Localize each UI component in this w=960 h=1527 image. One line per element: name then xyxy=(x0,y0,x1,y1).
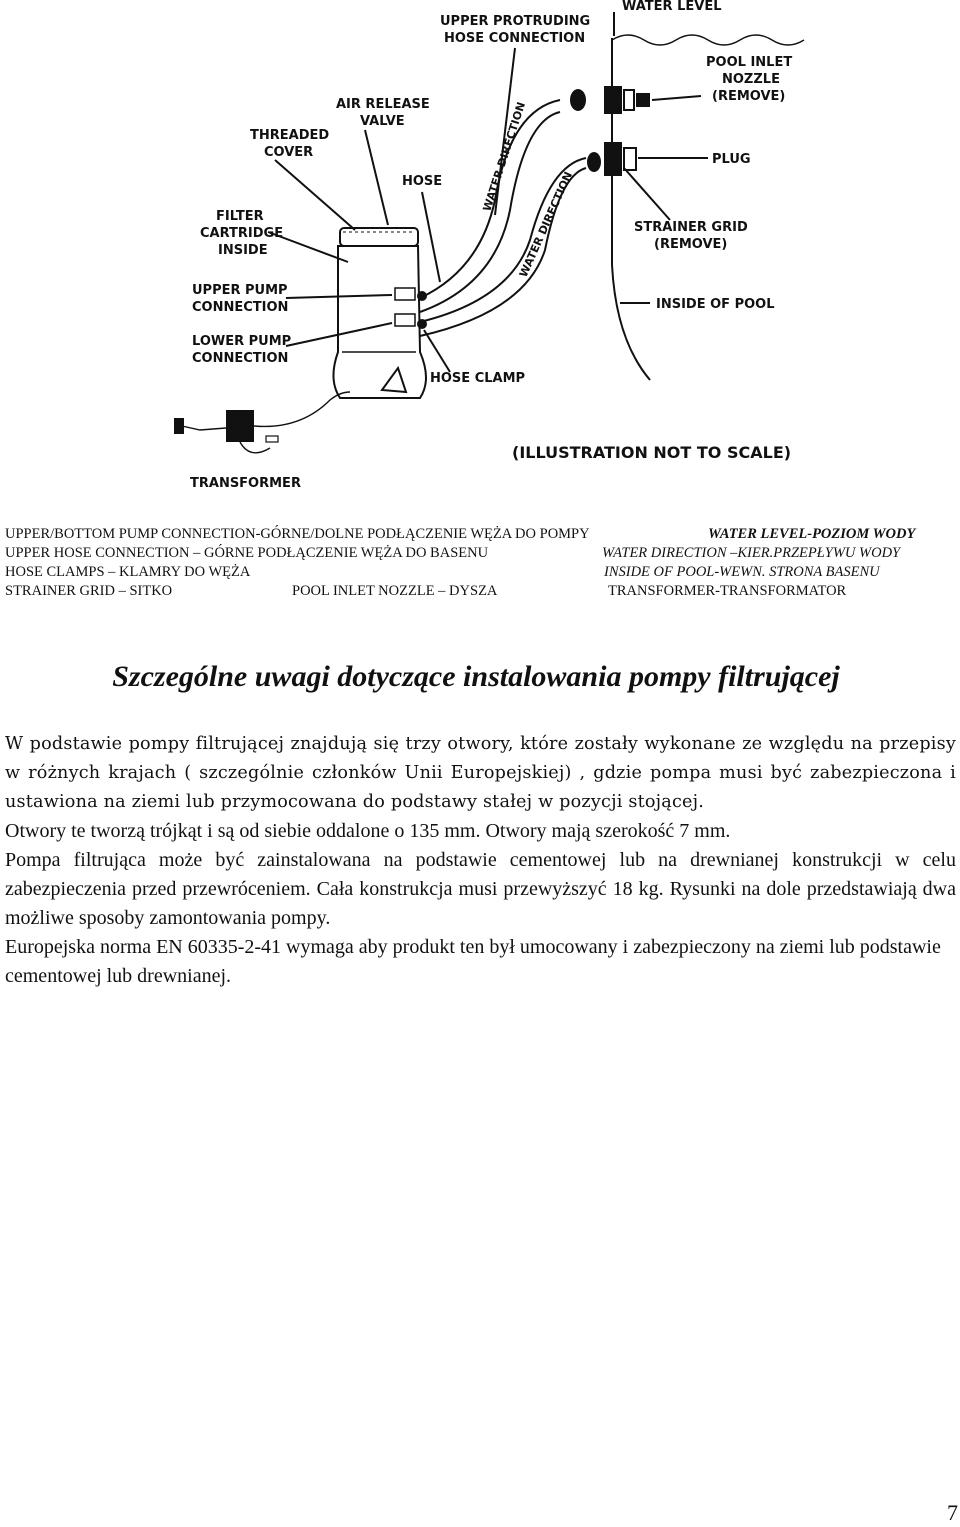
legend-water-direction: WATER DIRECTION –KIER.PRZEPŁYWU WODY xyxy=(602,545,901,561)
leader-air-release xyxy=(365,130,388,225)
section-heading: Szczególne uwagi dotyczące instalowania pompy filtrującej xyxy=(112,660,840,693)
label-water-direction-upper: WATER DIRECTION xyxy=(480,100,529,213)
legend xyxy=(5,525,955,601)
paragraph-base-installation: Pompa filtrująca może być zainstalowana na podstawie cementowej lub na drewnianej konstrukcji w celu zabezpieczenia przed przewróceniem. Cała konstrukcja musi przewyższyć 18 kg. Rysunki na dole przedstawiają dwa możliwe sposoby zamontowania pompy. xyxy=(5,849,956,929)
leader-hose-clamp xyxy=(424,330,450,372)
filter-pump xyxy=(333,228,427,398)
paragraph-european-standard: Europejska norma EN 60335-2-41 wymaga aby produkt ten był umocowany i zabezpieczony na ziemi lub podstawie cementowej lub drewnianej. xyxy=(5,936,941,987)
paragraph-hole-dimensions: Otwory te tworzą trójkąt i są od siebie oddalone o 135 mm. Otwory mają szerokość 7 mm. xyxy=(5,820,731,842)
leader-pool-inlet xyxy=(652,96,701,100)
label-not-to-scale: (ILLUSTRATION NOT TO SCALE) xyxy=(512,443,792,462)
leader-strainer-grid xyxy=(624,168,670,220)
label-upper-protruding: UPPER PROTRUDING HOSE CONNECTION xyxy=(440,14,591,46)
pump-diagram xyxy=(150,0,840,500)
label-transformer: TRANSFORMER xyxy=(190,476,301,491)
label-strainer-grid: STRAINER GRID (REMOVE) xyxy=(634,220,748,252)
legend-row xyxy=(5,582,955,601)
legend-inside-of-pool: INSIDE OF POOL-WEWN. STRONA BASENU xyxy=(604,564,880,580)
label-threaded-cover: THREADED COVER xyxy=(250,128,330,160)
lower-hose-connector xyxy=(587,152,601,172)
label-upper-pump: UPPER PUMP CONNECTION xyxy=(192,283,289,315)
legend-row xyxy=(5,544,955,563)
body-text xyxy=(5,730,956,991)
legend-water-level: WATER LEVEL-POZIOM WODY xyxy=(708,526,916,542)
legend-hose-connection: UPPER HOSE CONNECTION – GÓRNE PODŁĄCZENIE WĘŻA DO BASENU xyxy=(5,545,489,561)
label-inside-of-pool: INSIDE OF POOL xyxy=(656,297,775,312)
label-water-direction-lower: WATER DIRECTION xyxy=(516,169,576,280)
label-hose-clamp: HOSE CLAMP xyxy=(430,371,526,386)
transformer xyxy=(174,392,350,453)
label-air-release: AIR RELEASE VALVE xyxy=(336,97,430,129)
legend-transformer: TRANSFORMER-TRANSFORMATOR xyxy=(608,583,847,599)
label-hose: HOSE xyxy=(402,174,443,189)
page-number: 7 xyxy=(947,1500,958,1525)
legend-row xyxy=(5,563,955,582)
legend-pump-connection: UPPER/BOTTOM PUMP CONNECTION-GÓRNE/DOLNE PODŁĄCZENIE WĘŻA DO POMPY xyxy=(5,526,590,542)
legend-strainer-grid: STRAINER GRID – SITKO xyxy=(5,583,173,599)
pool-inlet-nozzle xyxy=(604,86,650,114)
paragraph-mounting-holes: W podstawie pompy filtrującej znajdują się trzy otwory, które zostały wykonane ze względu na przepisy w różnych krajach ( szczególnie członków Unii Europejskiej) , gdzie pompa musi być zabezpieczona i ustawiona na ziemi lub przymocowana do podstawy stałej w pozycji stojącej. xyxy=(5,734,956,812)
pump-installation-illustration xyxy=(150,0,840,500)
legend-row xyxy=(5,525,955,544)
leader-threaded-cover xyxy=(275,160,355,230)
legend-pool-inlet-nozzle: POOL INLET NOZZLE – DYSZA xyxy=(292,583,498,599)
label-water-level: WATER LEVEL xyxy=(622,0,722,14)
label-pool-inlet: POOL INLET NOZZLE (REMOVE) xyxy=(706,55,793,104)
upper-hose-connector xyxy=(570,89,586,111)
water-surface xyxy=(612,35,804,45)
label-filter-cartridge: FILTER CARTRIDGE INSIDE xyxy=(200,209,284,258)
legend-hose-clamps: HOSE CLAMPS – KLAMRY DO WĘŻA xyxy=(5,564,251,580)
label-plug: PLUG xyxy=(712,152,751,167)
plug xyxy=(604,142,636,176)
leader-hose xyxy=(422,192,440,282)
label-lower-pump: LOWER PUMP CONNECTION xyxy=(192,334,292,366)
